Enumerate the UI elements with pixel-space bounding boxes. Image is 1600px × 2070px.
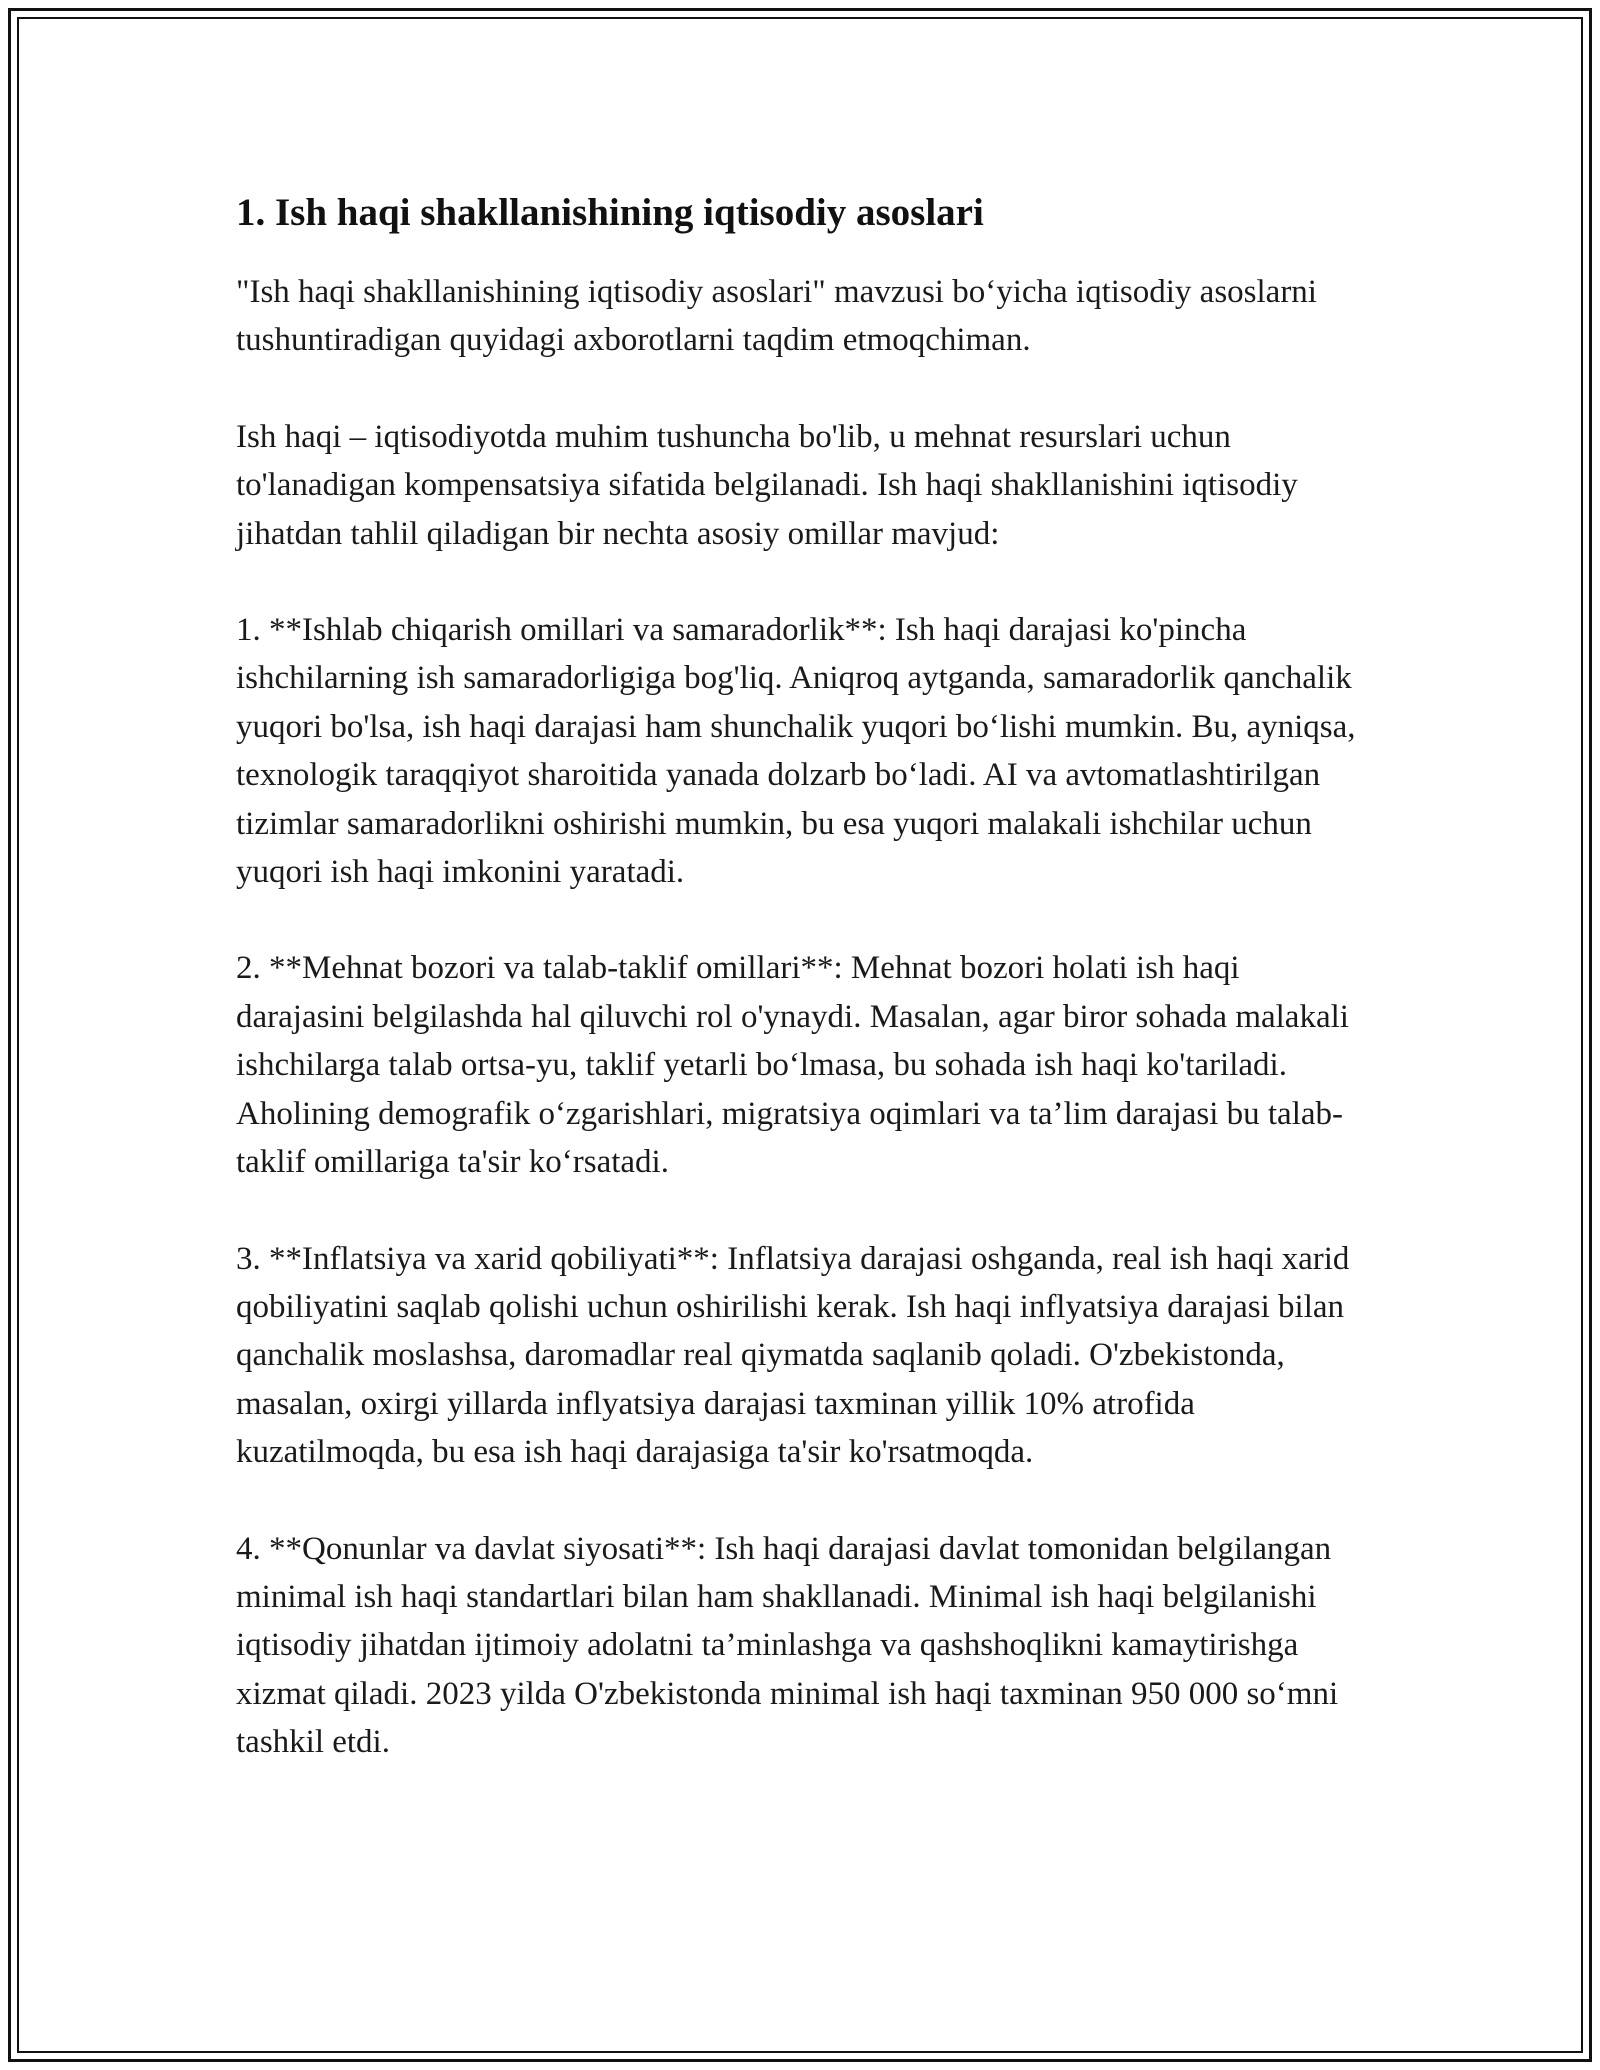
factor-law-policy-paragraph: 4. **Qonunlar va davlat siyosati**: Ish haqi darajasi davlat tomonidan belgilangan minimal ish haqi standartlari bilan ham shakllanadi. Minimal ish haqi belgilanishi iqtisodiy jihatdan ijtimoiy adolatni ta’minlashga va qashshoqlikni kamaytirishga xizmat qiladi. 2023 yilda O'zbekistonda minimal ish haqi taxminan 950 000 so‘mni tashkil etdi. [236, 1530, 1339, 1761]
document-body [236, 188, 1376, 1815]
factor-inflation-paragraph: 3. **Inflatsiya va xarid qobiliyati**: Inflatsiya darajasi oshganda, real ish haqi xarid qobiliyatini saqlab qolishi uchun oshirilishi kerak. Ish haqi inflyatsiya darajasi bilan qanchalik moslashsa, daromadlar real qiymatda saqlanib qoladi. O'zbekistonda, masalan, oxirgi yillarda inflyatsiya darajasi taxminan yillik 10% atrofida kuzatilmoqda, bu esa ish haqi darajasiga ta'sir ko'rsatmoqda. [236, 1240, 1350, 1471]
section-heading: 1. Ish haqi shakllanishining iqtisodiy asoslari [236, 191, 984, 234]
factor-labor-market-paragraph: 2. **Mehnat bozori va talab-taklif omillari**: Mehnat bozori holati ish haqi darajasini belgilashda hal qiluvchi rol o'ynaydi. Masalan, agar biror sohada malakali ishchilarga talab ortsa-yu, taklif yetarli bo‘lmasa, bu sohada ish haqi ko'tariladi. Aholining demografik o‘zgarishlari, migratsiya oqimlari va ta’lim darajasi bu talab-taklif omillariga ta'sir ko‘rsatadi. [236, 950, 1349, 1181]
factor-productivity-paragraph: 1. **Ishlab chiqarish omillari va samaradorlik**: Ish haqi darajasi ko'pincha ishchilarning ish samaradorligiga bog'liq. Aniqroq aytganda, samaradorlik qanchalik yuqori bo'lsa, ish haqi darajasi ham shunchalik yuqori bo‘lishi mumkin. Bu, ayniqsa, texnologik taraqqiyot sharoitida yanada dolzarb bo‘ladi. AI va avtomatlashtirilgan tizimlar samaradorlikni oshirishi mumkin, bu esa yuqori malakali ishchilar uchun yuqori ish haqi imkonini yaratadi. [236, 612, 1356, 891]
intro-paragraph: "Ish haqi shakllanishining iqtisodiy asoslari" mavzusi bo‘yicha iqtisodiy asoslarni tushuntiradigan quyidagi axborotlarni taqdim etmoqchiman. [236, 274, 1317, 359]
definition-paragraph: Ish haqi – iqtisodiyotda muhim tushuncha bo'lib, u mehnat resurslari uchun to'lanadigan kompensatsiya sifatida belgilanadi. Ish haqi shakllanishini iqtisodiy jihatdan tahlil qiladigan bir nechta asosiy omillar mavjud: [236, 418, 1298, 552]
